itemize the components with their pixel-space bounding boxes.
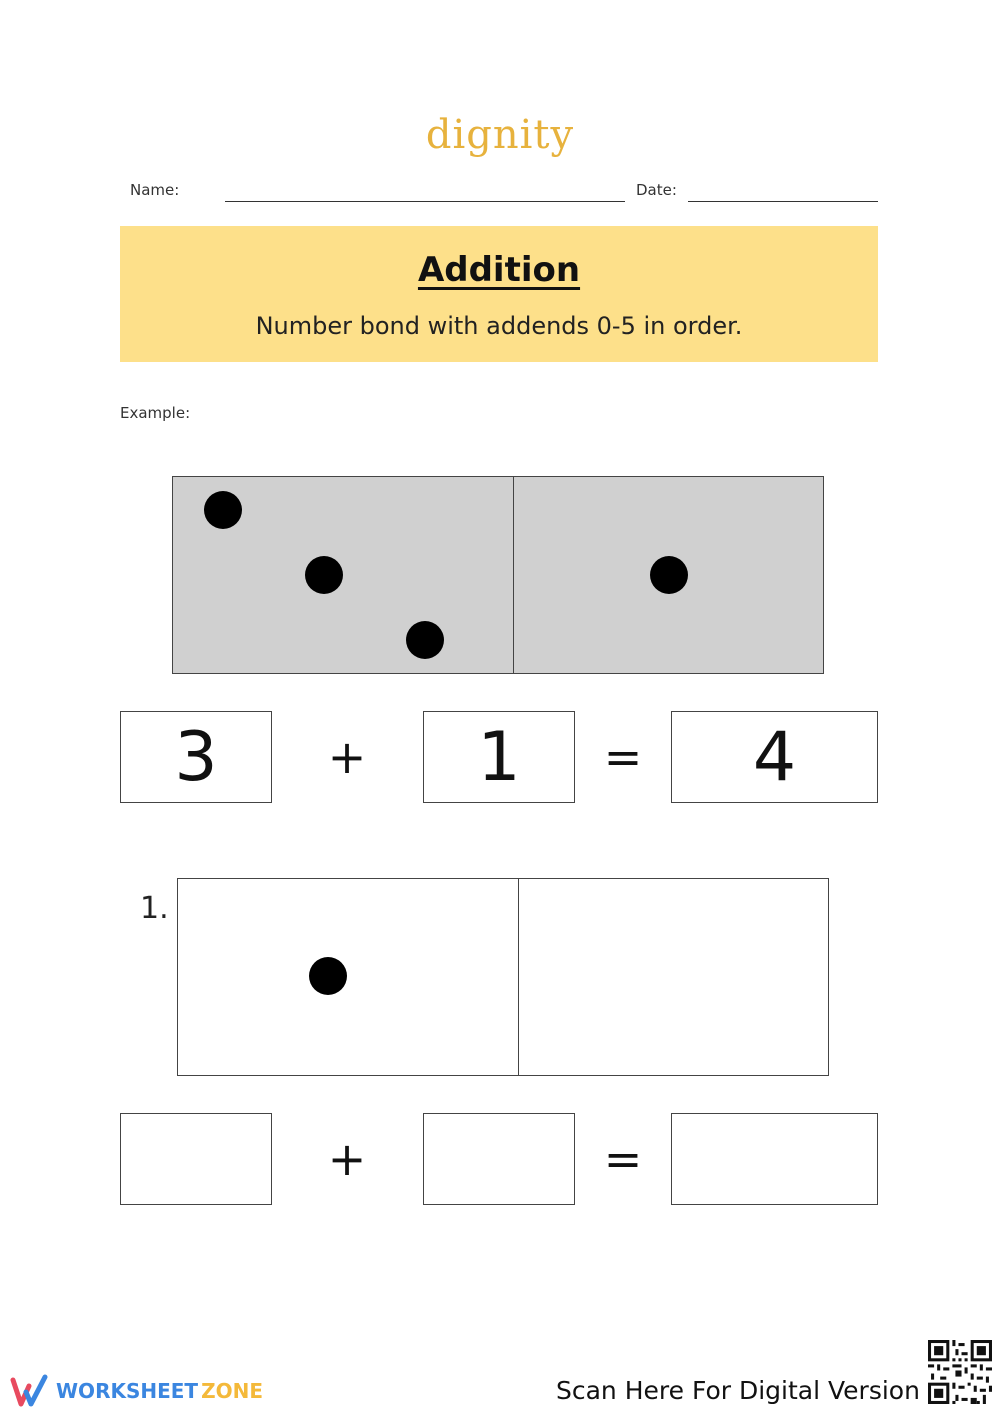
domino-dot — [309, 957, 347, 995]
brand-accent: ZONE — [201, 1379, 263, 1403]
brand-main: WORKSHEET — [56, 1379, 199, 1403]
plus-sign: + — [327, 730, 367, 784]
name-label: Name: — [130, 181, 180, 199]
page-title: Addition — [417, 250, 581, 290]
domino-divider — [513, 477, 514, 673]
dignity-logo: dignity — [425, 112, 575, 158]
domino-dot — [406, 621, 444, 659]
example-sum-box: 4 — [671, 711, 878, 803]
qr-code-icon[interactable] — [928, 1340, 992, 1404]
problem-1-addend-a-box[interactable] — [120, 1113, 272, 1205]
problem-number: 1. — [140, 891, 169, 926]
date-line[interactable] — [688, 201, 878, 202]
date-label: Date: — [636, 181, 677, 199]
title-banner — [120, 226, 878, 362]
worksheetzone-brand[interactable] — [10, 1374, 263, 1408]
domino-dot — [650, 556, 688, 594]
worksheetzone-logo-icon — [10, 1374, 52, 1408]
problem-1-domino — [177, 878, 829, 1076]
scan-text: Scan Here For Digital Version — [556, 1376, 920, 1405]
brand-text — [56, 1379, 263, 1403]
example-domino — [172, 476, 824, 674]
plus-sign: + — [327, 1132, 367, 1186]
problem-1-sum-box[interactable] — [671, 1113, 878, 1205]
equals-sign: = — [603, 1132, 643, 1186]
page-subtitle: Number bond with addends 0-5 in order. — [255, 312, 743, 340]
domino-divider — [518, 879, 519, 1075]
equals-sign: = — [603, 730, 643, 784]
example-addend-a-box: 3 — [120, 711, 272, 803]
domino-dot — [204, 491, 242, 529]
name-line[interactable] — [225, 201, 625, 202]
problem-1-addend-b-box[interactable] — [423, 1113, 575, 1205]
example-label: Example: — [120, 404, 191, 422]
domino-dot — [305, 556, 343, 594]
example-addend-b-box: 1 — [423, 711, 575, 803]
